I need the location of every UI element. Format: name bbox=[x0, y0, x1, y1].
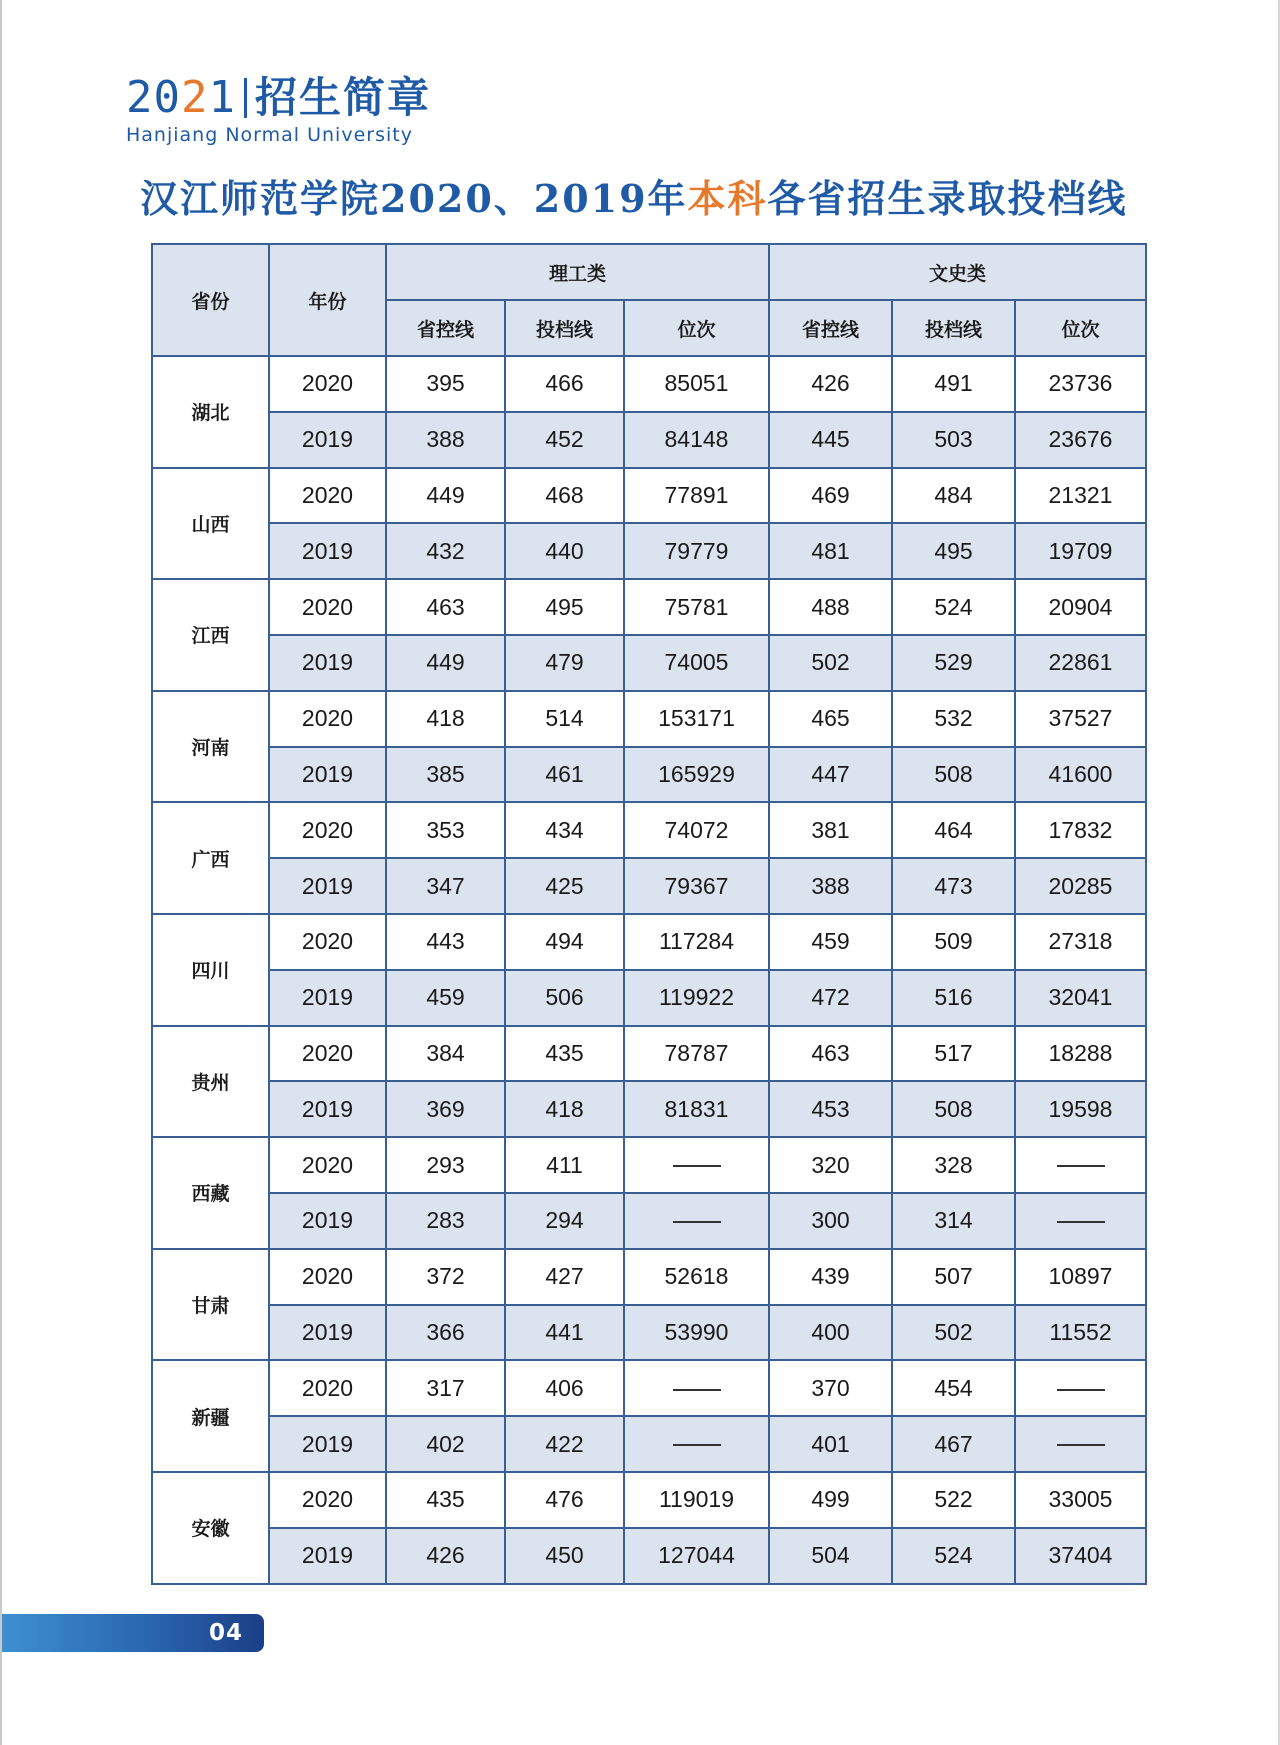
province-cell: 山西 bbox=[152, 468, 269, 580]
header-arts-group: 文史类 bbox=[769, 244, 1146, 300]
arts-rank-cell: 37527 bbox=[1015, 691, 1146, 747]
arts-control-line-cell: 488 bbox=[769, 579, 892, 635]
no-data-dash bbox=[1057, 1165, 1105, 1167]
table-header bbox=[152, 244, 1146, 356]
table-row bbox=[152, 468, 1146, 524]
sci-rank-cell: 75781 bbox=[624, 579, 769, 635]
arts-rank-cell: 27318 bbox=[1015, 914, 1146, 970]
no-data-dash bbox=[1057, 1389, 1105, 1391]
sci-filing-line-cell: 441 bbox=[505, 1305, 624, 1361]
no-data-dash bbox=[673, 1389, 721, 1391]
sci-filing-line-cell: 427 bbox=[505, 1249, 624, 1305]
brand-year-digit: 2 bbox=[181, 72, 209, 123]
sci-control-line-cell: 353 bbox=[386, 802, 505, 858]
year-cell: 2019 bbox=[269, 1416, 386, 1472]
brand-year-digit: 1 bbox=[208, 72, 236, 123]
sci-rank-cell: 117284 bbox=[624, 914, 769, 970]
sci-control-line-cell: 435 bbox=[386, 1472, 505, 1528]
sci-control-line-cell: 463 bbox=[386, 579, 505, 635]
sci-rank-cell: 127044 bbox=[624, 1528, 769, 1584]
sci-rank-cell: 74072 bbox=[624, 802, 769, 858]
sci-control-line-cell: 317 bbox=[386, 1360, 505, 1416]
table-row bbox=[152, 1416, 1146, 1472]
sci-filing-line-cell: 440 bbox=[505, 523, 624, 579]
sci-filing-line-cell: 466 bbox=[505, 356, 624, 412]
sci-rank-cell: 79779 bbox=[624, 523, 769, 579]
arts-filing-line-cell: 473 bbox=[892, 858, 1015, 914]
arts-rank-cell: 17832 bbox=[1015, 802, 1146, 858]
province-cell: 西藏 bbox=[152, 1137, 269, 1249]
sci-filing-line-cell: 461 bbox=[505, 747, 624, 803]
no-data-dash bbox=[673, 1221, 721, 1223]
brand-university-en: Hanjiang Normal University bbox=[126, 124, 413, 146]
arts-filing-line-cell: 529 bbox=[892, 635, 1015, 691]
sci-control-line-cell: 418 bbox=[386, 691, 505, 747]
sci-filing-line-cell: 294 bbox=[505, 1193, 624, 1249]
table-row bbox=[152, 691, 1146, 747]
brand-year-digit: 0 bbox=[153, 72, 181, 123]
sci-control-line-cell: 402 bbox=[386, 1416, 505, 1472]
arts-control-line-cell: 459 bbox=[769, 914, 892, 970]
sci-control-line-cell: 449 bbox=[386, 468, 505, 524]
arts-control-line-cell: 481 bbox=[769, 523, 892, 579]
sci-rank-cell: 77891 bbox=[624, 468, 769, 524]
table-row bbox=[152, 747, 1146, 803]
year-cell: 2019 bbox=[269, 412, 386, 468]
no-data-dash bbox=[1057, 1444, 1105, 1446]
table-row bbox=[152, 579, 1146, 635]
sci-filing-line-cell: 468 bbox=[505, 468, 624, 524]
brand-title: 招生简章 bbox=[255, 73, 432, 122]
header-arts-control-line: 省控线 bbox=[769, 300, 892, 356]
year-cell: 2019 bbox=[269, 1193, 386, 1249]
table-row bbox=[152, 1193, 1146, 1249]
year-cell: 2020 bbox=[269, 1026, 386, 1082]
province-cell: 新疆 bbox=[152, 1360, 269, 1472]
sci-rank-cell bbox=[624, 1416, 769, 1472]
no-data-dash bbox=[673, 1444, 721, 1446]
arts-rank-cell: 19709 bbox=[1015, 523, 1146, 579]
sci-control-line-cell: 366 bbox=[386, 1305, 505, 1361]
arts-control-line-cell: 465 bbox=[769, 691, 892, 747]
arts-filing-line-cell: 484 bbox=[892, 468, 1015, 524]
arts-filing-line-cell: 532 bbox=[892, 691, 1015, 747]
sci-rank-cell: 78787 bbox=[624, 1026, 769, 1082]
arts-rank-cell: 33005 bbox=[1015, 1472, 1146, 1528]
arts-filing-line-cell: 503 bbox=[892, 412, 1015, 468]
arts-control-line-cell: 381 bbox=[769, 802, 892, 858]
arts-filing-line-cell: 454 bbox=[892, 1360, 1015, 1416]
arts-filing-line-cell: 509 bbox=[892, 914, 1015, 970]
sci-rank-cell: 81831 bbox=[624, 1081, 769, 1137]
year-cell: 2019 bbox=[269, 747, 386, 803]
arts-filing-line-cell: 502 bbox=[892, 1305, 1015, 1361]
sci-filing-line-cell: 495 bbox=[505, 579, 624, 635]
header-year: 年份 bbox=[269, 244, 386, 356]
sci-rank-cell bbox=[624, 1360, 769, 1416]
year-cell: 2020 bbox=[269, 1360, 386, 1416]
page-number: 04 bbox=[208, 1620, 243, 1646]
arts-control-line-cell: 469 bbox=[769, 468, 892, 524]
arts-control-line-cell: 453 bbox=[769, 1081, 892, 1137]
arts-control-line-cell: 300 bbox=[769, 1193, 892, 1249]
province-cell: 甘肃 bbox=[152, 1249, 269, 1361]
header-science-group: 理工类 bbox=[386, 244, 769, 300]
sci-filing-line-cell: 450 bbox=[505, 1528, 624, 1584]
sci-filing-line-cell: 411 bbox=[505, 1137, 624, 1193]
arts-rank-cell: 19598 bbox=[1015, 1081, 1146, 1137]
sci-rank-cell: 52618 bbox=[624, 1249, 769, 1305]
arts-filing-line-cell: 328 bbox=[892, 1137, 1015, 1193]
header-sci-control-line: 省控线 bbox=[386, 300, 505, 356]
arts-control-line-cell: 502 bbox=[769, 635, 892, 691]
sci-control-line-cell: 385 bbox=[386, 747, 505, 803]
arts-control-line-cell: 400 bbox=[769, 1305, 892, 1361]
year-cell: 2019 bbox=[269, 523, 386, 579]
sci-control-line-cell: 443 bbox=[386, 914, 505, 970]
sci-rank-cell: 79367 bbox=[624, 858, 769, 914]
brand-year-digit: 2 bbox=[126, 72, 154, 123]
header-arts-rank: 位次 bbox=[1015, 300, 1146, 356]
arts-filing-line-cell: 467 bbox=[892, 1416, 1015, 1472]
arts-control-line-cell: 447 bbox=[769, 747, 892, 803]
no-data-dash bbox=[1057, 1221, 1105, 1223]
headline-part2: 各省招生录取投档线 bbox=[767, 176, 1128, 221]
table-row bbox=[152, 970, 1146, 1026]
sci-control-line-cell: 372 bbox=[386, 1249, 505, 1305]
province-cell: 安徽 bbox=[152, 1472, 269, 1584]
arts-control-line-cell: 320 bbox=[769, 1137, 892, 1193]
arts-filing-line-cell: 507 bbox=[892, 1249, 1015, 1305]
brand-divider bbox=[244, 78, 247, 118]
province-cell: 广西 bbox=[152, 802, 269, 914]
sci-control-line-cell: 449 bbox=[386, 635, 505, 691]
sci-rank-cell bbox=[624, 1193, 769, 1249]
sci-filing-line-cell: 425 bbox=[505, 858, 624, 914]
arts-control-line-cell: 426 bbox=[769, 356, 892, 412]
header-province: 省份 bbox=[152, 244, 269, 356]
sci-control-line-cell: 459 bbox=[386, 970, 505, 1026]
arts-filing-line-cell: 314 bbox=[892, 1193, 1015, 1249]
arts-rank-cell: 20904 bbox=[1015, 579, 1146, 635]
year-cell: 2019 bbox=[269, 1305, 386, 1361]
province-cell: 四川 bbox=[152, 914, 269, 1026]
arts-control-line-cell: 370 bbox=[769, 1360, 892, 1416]
brand-title-line bbox=[126, 74, 431, 122]
no-data-dash bbox=[673, 1165, 721, 1167]
arts-filing-line-cell: 517 bbox=[892, 1026, 1015, 1082]
arts-filing-line-cell: 516 bbox=[892, 970, 1015, 1026]
arts-control-line-cell: 439 bbox=[769, 1249, 892, 1305]
sci-control-line-cell: 347 bbox=[386, 858, 505, 914]
header-row bbox=[152, 244, 1146, 300]
sci-rank-cell: 85051 bbox=[624, 356, 769, 412]
year-cell: 2020 bbox=[269, 356, 386, 412]
arts-rank-cell: 20285 bbox=[1015, 858, 1146, 914]
arts-rank-cell: 10897 bbox=[1015, 1249, 1146, 1305]
admission-table bbox=[151, 243, 1147, 1585]
arts-control-line-cell: 445 bbox=[769, 412, 892, 468]
arts-control-line-cell: 504 bbox=[769, 1528, 892, 1584]
year-cell: 2020 bbox=[269, 579, 386, 635]
sci-control-line-cell: 395 bbox=[386, 356, 505, 412]
sci-rank-cell: 165929 bbox=[624, 747, 769, 803]
sci-rank-cell bbox=[624, 1137, 769, 1193]
year-cell: 2019 bbox=[269, 970, 386, 1026]
table-row bbox=[152, 1026, 1146, 1082]
brand-year bbox=[126, 74, 236, 122]
arts-rank-cell: 22861 bbox=[1015, 635, 1146, 691]
arts-rank-cell: 41600 bbox=[1015, 747, 1146, 803]
arts-rank-cell: 18288 bbox=[1015, 1026, 1146, 1082]
arts-filing-line-cell: 508 bbox=[892, 1081, 1015, 1137]
sci-filing-line-cell: 476 bbox=[505, 1472, 624, 1528]
year-cell: 2019 bbox=[269, 1528, 386, 1584]
year-cell: 2020 bbox=[269, 1137, 386, 1193]
sci-control-line-cell: 426 bbox=[386, 1528, 505, 1584]
arts-filing-line-cell: 522 bbox=[892, 1472, 1015, 1528]
arts-control-line-cell: 472 bbox=[769, 970, 892, 1026]
year-cell: 2020 bbox=[269, 1249, 386, 1305]
sci-rank-cell: 153171 bbox=[624, 691, 769, 747]
sci-filing-line-cell: 434 bbox=[505, 802, 624, 858]
header-arts-filing-line: 投档线 bbox=[892, 300, 1015, 356]
table-row bbox=[152, 635, 1146, 691]
admission-table-wrapper bbox=[151, 243, 1145, 1585]
table-row bbox=[152, 1249, 1146, 1305]
table-row bbox=[152, 802, 1146, 858]
arts-filing-line-cell: 495 bbox=[892, 523, 1015, 579]
year-cell: 2019 bbox=[269, 1081, 386, 1137]
arts-filing-line-cell: 508 bbox=[892, 747, 1015, 803]
arts-control-line-cell: 499 bbox=[769, 1472, 892, 1528]
year-cell: 2020 bbox=[269, 1472, 386, 1528]
sci-control-line-cell: 293 bbox=[386, 1137, 505, 1193]
province-cell: 河南 bbox=[152, 691, 269, 803]
table-row bbox=[152, 1472, 1146, 1528]
year-cell: 2020 bbox=[269, 691, 386, 747]
province-cell: 贵州 bbox=[152, 1026, 269, 1138]
sci-filing-line-cell: 506 bbox=[505, 970, 624, 1026]
arts-filing-line-cell: 524 bbox=[892, 579, 1015, 635]
sci-filing-line-cell: 479 bbox=[505, 635, 624, 691]
sci-rank-cell: 53990 bbox=[624, 1305, 769, 1361]
year-cell: 2020 bbox=[269, 468, 386, 524]
sci-filing-line-cell: 514 bbox=[505, 691, 624, 747]
table-row bbox=[152, 356, 1146, 412]
table-row bbox=[152, 1137, 1146, 1193]
arts-rank-cell bbox=[1015, 1137, 1146, 1193]
arts-rank-cell: 23676 bbox=[1015, 412, 1146, 468]
table-row bbox=[152, 1081, 1146, 1137]
sci-filing-line-cell: 452 bbox=[505, 412, 624, 468]
arts-rank-cell bbox=[1015, 1416, 1146, 1472]
arts-rank-cell: 37404 bbox=[1015, 1528, 1146, 1584]
sci-filing-line-cell: 406 bbox=[505, 1360, 624, 1416]
sci-filing-line-cell: 422 bbox=[505, 1416, 624, 1472]
sci-filing-line-cell: 435 bbox=[505, 1026, 624, 1082]
sci-control-line-cell: 432 bbox=[386, 523, 505, 579]
headline-part1: 汉江师范学院2020、2019年 bbox=[140, 176, 688, 221]
arts-rank-cell: 21321 bbox=[1015, 468, 1146, 524]
sci-filing-line-cell: 494 bbox=[505, 914, 624, 970]
arts-control-line-cell: 401 bbox=[769, 1416, 892, 1472]
sci-control-line-cell: 369 bbox=[386, 1081, 505, 1137]
header-sci-rank: 位次 bbox=[624, 300, 769, 356]
table-row bbox=[152, 412, 1146, 468]
arts-rank-cell: 23736 bbox=[1015, 356, 1146, 412]
arts-rank-cell: 32041 bbox=[1015, 970, 1146, 1026]
sci-control-line-cell: 388 bbox=[386, 412, 505, 468]
sci-control-line-cell: 283 bbox=[386, 1193, 505, 1249]
arts-control-line-cell: 463 bbox=[769, 1026, 892, 1082]
sci-rank-cell: 119922 bbox=[624, 970, 769, 1026]
sci-control-line-cell: 384 bbox=[386, 1026, 505, 1082]
brand-header bbox=[126, 74, 431, 146]
year-cell: 2020 bbox=[269, 802, 386, 858]
arts-rank-cell bbox=[1015, 1193, 1146, 1249]
province-cell: 湖北 bbox=[152, 356, 269, 468]
table-row bbox=[152, 1360, 1146, 1416]
province-cell: 江西 bbox=[152, 579, 269, 691]
table-row bbox=[152, 914, 1146, 970]
table-body bbox=[152, 356, 1146, 1584]
table-row bbox=[152, 1305, 1146, 1361]
year-cell: 2020 bbox=[269, 914, 386, 970]
year-cell: 2019 bbox=[269, 635, 386, 691]
table-row bbox=[152, 523, 1146, 579]
arts-rank-cell bbox=[1015, 1360, 1146, 1416]
sci-filing-line-cell: 418 bbox=[505, 1081, 624, 1137]
table-row bbox=[152, 858, 1146, 914]
arts-rank-cell: 11552 bbox=[1015, 1305, 1146, 1361]
arts-filing-line-cell: 491 bbox=[892, 356, 1015, 412]
headline-accent: 本科 bbox=[687, 176, 768, 221]
sci-rank-cell: 74005 bbox=[624, 635, 769, 691]
year-cell: 2019 bbox=[269, 858, 386, 914]
table-row bbox=[152, 1528, 1146, 1584]
sci-rank-cell: 84148 bbox=[624, 412, 769, 468]
header-sci-filing-line: 投档线 bbox=[505, 300, 624, 356]
arts-filing-line-cell: 524 bbox=[892, 1528, 1015, 1584]
arts-filing-line-cell: 464 bbox=[892, 802, 1015, 858]
arts-control-line-cell: 388 bbox=[769, 858, 892, 914]
page-headline bbox=[140, 168, 1150, 223]
sci-rank-cell: 119019 bbox=[624, 1472, 769, 1528]
